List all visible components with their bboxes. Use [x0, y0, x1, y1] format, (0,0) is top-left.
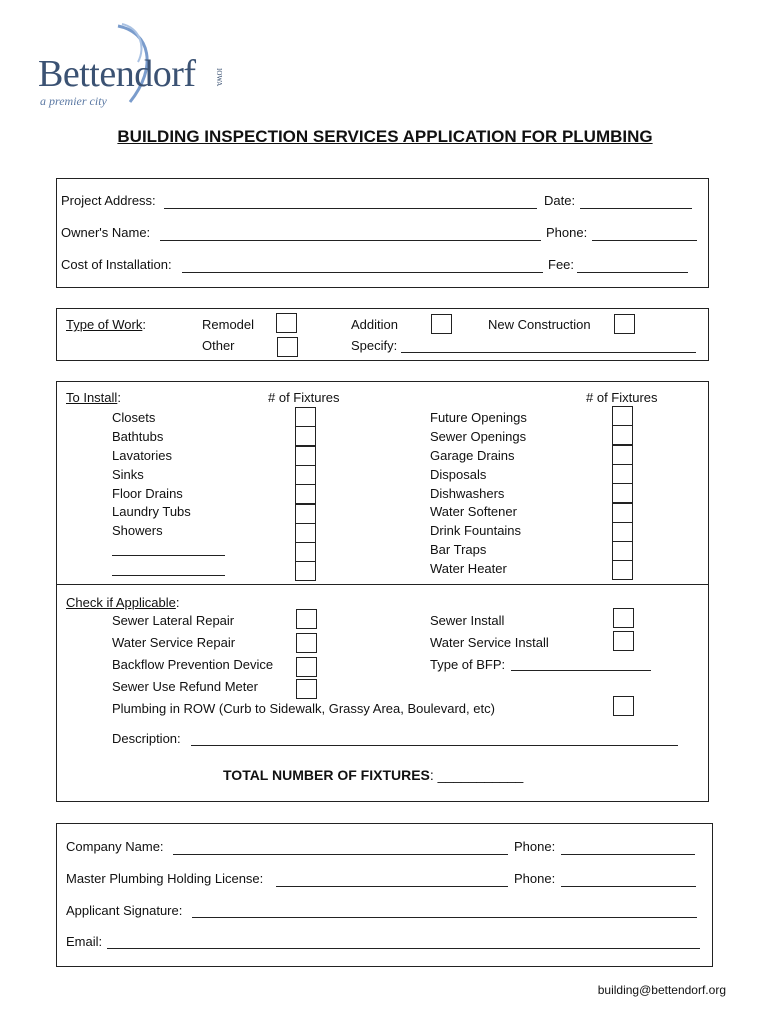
company-phone-label: Phone:	[514, 839, 556, 854]
backflow-device-checkbox[interactable]	[296, 657, 317, 677]
addition-checkbox[interactable]	[431, 314, 452, 334]
owner-name-field[interactable]	[160, 240, 541, 241]
type-of-work-label: Type of Work:	[66, 317, 146, 332]
water-service-repair-label: Water Service Repair	[112, 635, 236, 650]
company-name-label: Company Name:	[66, 839, 164, 854]
fixture-count-box-right[interactable]	[612, 560, 633, 580]
company-name-field[interactable]	[173, 854, 508, 855]
fixture-count-box-right[interactable]	[612, 503, 633, 523]
owner-name-label: Owner's Name:	[61, 225, 151, 240]
total-fixtures: TOTAL NUMBER OF FIXTURES: ___________	[223, 767, 524, 783]
new-construction-label: New Construction	[488, 317, 591, 332]
section-divider	[57, 584, 708, 585]
description-label: Description:	[112, 731, 181, 746]
refund-meter-label: Sewer Use Refund Meter	[112, 679, 258, 694]
cost-field[interactable]	[182, 272, 543, 273]
logo-tagline: a premier city	[40, 94, 107, 108]
email-label: Email:	[66, 934, 103, 949]
other-checkbox[interactable]	[277, 337, 298, 357]
fixture-count-box-right[interactable]	[612, 425, 633, 445]
remodel-label: Remodel	[202, 317, 255, 332]
license-phone-field[interactable]	[561, 886, 696, 887]
description-field[interactable]	[191, 745, 678, 746]
water-service-repair-checkbox[interactable]	[296, 633, 317, 653]
footer-email: building@bettendorf.org	[597, 983, 726, 997]
fee-field[interactable]	[577, 272, 688, 273]
license-field[interactable]	[276, 886, 508, 887]
specify-field[interactable]	[401, 352, 696, 353]
signature-label: Applicant Signature:	[66, 903, 183, 918]
new-construction-checkbox[interactable]	[614, 314, 635, 334]
sewer-lateral-repair-checkbox[interactable]	[296, 609, 317, 629]
fixture-count-box-right[interactable]	[612, 483, 633, 503]
bfp-type-field[interactable]	[511, 670, 651, 671]
fixture-count-box-right[interactable]	[612, 406, 633, 426]
install-item-label: Water Heater	[430, 561, 507, 576]
addition-label: Addition	[351, 317, 398, 332]
fixture-count-box-left[interactable]	[295, 542, 316, 562]
install-item-label: Water Softener	[430, 504, 517, 519]
type-of-work-section	[56, 308, 709, 361]
install-item-label: Showers	[112, 523, 163, 538]
company-phone-field[interactable]	[561, 854, 695, 855]
date-label: Date:	[544, 193, 576, 208]
install-item-label: Closets	[112, 410, 156, 425]
blank-fixture-line-2[interactable]	[112, 575, 225, 576]
plumbing-in-row-label: Plumbing in ROW (Curb to Sidewalk, Grassy Area, Boulevard, etc)	[112, 701, 495, 716]
fixture-count-box-left[interactable]	[295, 465, 316, 485]
cost-label: Cost of Installation:	[61, 257, 172, 272]
remodel-checkbox[interactable]	[276, 313, 297, 333]
install-item-label: Garage Drains	[430, 448, 515, 463]
signature-field[interactable]	[192, 917, 697, 918]
install-item-label: Laundry Tubs	[112, 504, 191, 519]
email-field[interactable]	[107, 948, 700, 949]
fixture-count-box-left[interactable]	[295, 523, 316, 543]
fixture-count-box-left[interactable]	[295, 407, 316, 427]
sewer-lateral-repair-label: Sewer Lateral Repair	[112, 613, 235, 628]
owner-phone-field[interactable]	[592, 240, 697, 241]
other-label: Other	[202, 338, 235, 353]
project-address-field[interactable]	[164, 208, 537, 209]
bfp-type-label: Type of BFP:	[430, 657, 506, 672]
fixture-count-box-left[interactable]	[295, 561, 316, 581]
install-item-label: Lavatories	[112, 448, 172, 463]
install-item-label: Sewer Openings	[430, 429, 527, 444]
water-service-install-label: Water Service Install	[430, 635, 549, 650]
install-item-label: Future Openings	[430, 410, 527, 425]
water-service-install-checkbox[interactable]	[613, 631, 634, 651]
fee-label: Fee:	[548, 257, 575, 272]
plumbing-in-row-checkbox[interactable]	[613, 696, 634, 716]
specify-label: Specify:	[351, 338, 398, 353]
install-item-label: Drink Fountains	[430, 523, 522, 538]
logo-wordmark: Bettendorf	[38, 53, 196, 95]
sewer-install-label: Sewer Install	[430, 613, 505, 628]
owner-phone-label: Phone:	[546, 225, 588, 240]
project-address-label: Project Address:	[61, 193, 156, 208]
fixtures-header-right: # of Fixtures	[586, 390, 658, 405]
fixture-count-box-right[interactable]	[612, 445, 633, 465]
license-label: Master Plumbing Holding License:	[66, 871, 264, 886]
install-item-label: Bathtubs	[112, 429, 164, 444]
install-item-label: Bar Traps	[430, 542, 487, 557]
fixture-count-box-left[interactable]	[295, 426, 316, 446]
install-item-label: Sinks	[112, 467, 144, 482]
sewer-install-checkbox[interactable]	[613, 608, 634, 628]
blank-fixture-line-1[interactable]	[112, 555, 225, 556]
check-if-applicable-label: Check if Applicable:	[66, 595, 180, 610]
fixture-count-box-left[interactable]	[295, 446, 316, 466]
fixture-count-box-left[interactable]	[295, 484, 316, 504]
install-item-label: Floor Drains	[112, 486, 183, 501]
to-install-label: To Install:	[66, 390, 121, 405]
backflow-device-label: Backflow Prevention Device	[112, 657, 274, 672]
fixtures-header-left: # of Fixtures	[268, 390, 340, 405]
fixture-count-box-left[interactable]	[295, 504, 316, 524]
logo-state: IOWA	[215, 68, 223, 87]
fixture-count-box-right[interactable]	[612, 522, 633, 542]
install-item-label: Dishwashers	[430, 486, 505, 501]
install-item-label: Disposals	[430, 467, 487, 482]
fixture-count-box-right[interactable]	[612, 541, 633, 561]
date-field[interactable]	[580, 208, 692, 209]
fixture-count-box-right[interactable]	[612, 464, 633, 484]
form-title: BUILDING INSPECTION SERVICES APPLICATION FOR PLUMBING	[117, 127, 653, 146]
refund-meter-checkbox[interactable]	[296, 679, 317, 699]
bettendorf-logo	[30, 22, 230, 117]
license-phone-label: Phone:	[514, 871, 556, 886]
